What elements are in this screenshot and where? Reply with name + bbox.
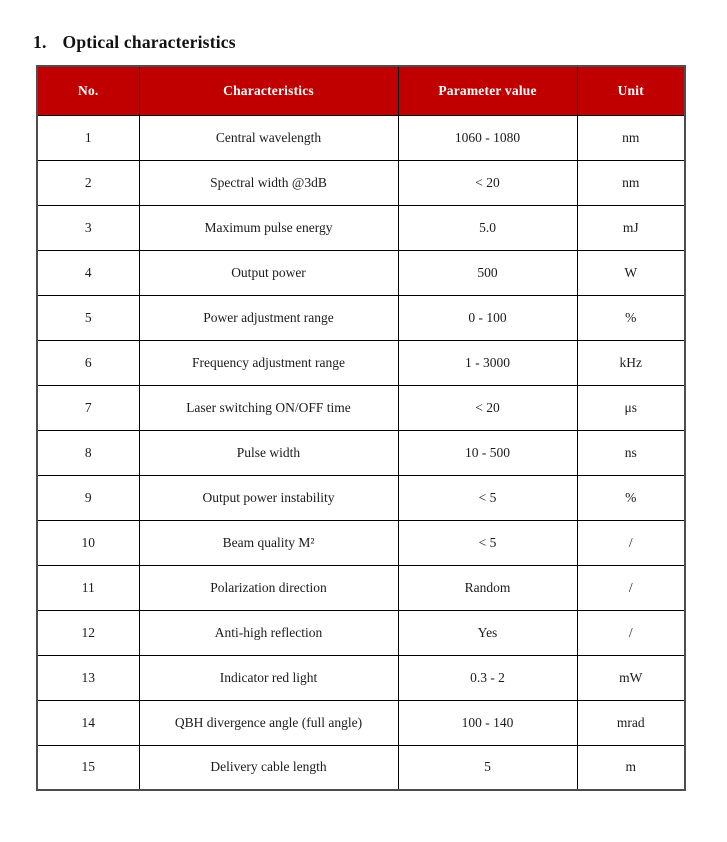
section-title xyxy=(33,32,236,53)
table-body xyxy=(37,115,685,790)
table-row xyxy=(37,205,685,250)
row-number-cell: 9 xyxy=(37,475,139,520)
table-row xyxy=(37,340,685,385)
table-header-row xyxy=(37,66,685,115)
characteristic-cell: QBH divergence angle (full angle) xyxy=(139,700,398,745)
characteristic-cell: Maximum pulse energy xyxy=(139,205,398,250)
table-row xyxy=(37,250,685,295)
row-number-cell: 13 xyxy=(37,655,139,700)
characteristic-cell: Laser switching ON/OFF time xyxy=(139,385,398,430)
parameter-value-cell: 500 xyxy=(398,250,577,295)
parameter-value-cell: 5.0 xyxy=(398,205,577,250)
unit-cell: mJ xyxy=(577,205,685,250)
unit-cell: % xyxy=(577,295,685,340)
parameter-value-cell: < 20 xyxy=(398,385,577,430)
characteristic-cell: Spectral width @3dB xyxy=(139,160,398,205)
unit-cell: / xyxy=(577,565,685,610)
table-row xyxy=(37,430,685,475)
unit-cell: W xyxy=(577,250,685,295)
unit-cell: μs xyxy=(577,385,685,430)
parameter-value-cell: Yes xyxy=(398,610,577,655)
row-number-cell: 8 xyxy=(37,430,139,475)
table-row xyxy=(37,520,685,565)
unit-cell: / xyxy=(577,610,685,655)
parameter-value-cell: < 5 xyxy=(398,520,577,565)
section-number: 1. xyxy=(33,32,47,52)
column-header-characteristics: Characteristics xyxy=(139,66,398,115)
row-number-cell: 12 xyxy=(37,610,139,655)
table-row xyxy=(37,160,685,205)
row-number-cell: 15 xyxy=(37,745,139,790)
row-number-cell: 2 xyxy=(37,160,139,205)
characteristic-cell: Central wavelength xyxy=(139,115,398,160)
characteristic-cell: Polarization direction xyxy=(139,565,398,610)
table-row xyxy=(37,745,685,790)
parameter-value-cell: 0 - 100 xyxy=(398,295,577,340)
section-title-text: Optical characteristics xyxy=(62,32,236,52)
characteristic-cell: Pulse width xyxy=(139,430,398,475)
characteristic-cell: Indicator red light xyxy=(139,655,398,700)
optical-characteristics-table xyxy=(36,65,686,791)
unit-cell: ns xyxy=(577,430,685,475)
unit-cell: nm xyxy=(577,160,685,205)
column-header-parameter-value: Parameter value xyxy=(398,66,577,115)
characteristic-cell: Output power instability xyxy=(139,475,398,520)
parameter-value-cell: Random xyxy=(398,565,577,610)
unit-cell: kHz xyxy=(577,340,685,385)
unit-cell: mrad xyxy=(577,700,685,745)
unit-cell: % xyxy=(577,475,685,520)
row-number-cell: 10 xyxy=(37,520,139,565)
table-row xyxy=(37,565,685,610)
column-header-unit: Unit xyxy=(577,66,685,115)
characteristic-cell: Power adjustment range xyxy=(139,295,398,340)
characteristic-cell: Anti-high reflection xyxy=(139,610,398,655)
characteristic-cell: Beam quality M² xyxy=(139,520,398,565)
row-number-cell: 5 xyxy=(37,295,139,340)
table-row xyxy=(37,700,685,745)
parameter-value-cell: < 5 xyxy=(398,475,577,520)
table-row xyxy=(37,295,685,340)
parameter-value-cell: 100 - 140 xyxy=(398,700,577,745)
table-row xyxy=(37,115,685,160)
unit-cell: nm xyxy=(577,115,685,160)
parameter-value-cell: < 20 xyxy=(398,160,577,205)
table-row xyxy=(37,385,685,430)
table-row xyxy=(37,655,685,700)
table-row xyxy=(37,475,685,520)
row-number-cell: 6 xyxy=(37,340,139,385)
row-number-cell: 7 xyxy=(37,385,139,430)
row-number-cell: 14 xyxy=(37,700,139,745)
unit-cell: / xyxy=(577,520,685,565)
row-number-cell: 3 xyxy=(37,205,139,250)
table-row xyxy=(37,610,685,655)
parameter-value-cell: 0.3 - 2 xyxy=(398,655,577,700)
parameter-value-cell: 10 - 500 xyxy=(398,430,577,475)
parameter-value-cell: 1 - 3000 xyxy=(398,340,577,385)
row-number-cell: 1 xyxy=(37,115,139,160)
column-header-no: No. xyxy=(37,66,139,115)
row-number-cell: 11 xyxy=(37,565,139,610)
characteristic-cell: Output power xyxy=(139,250,398,295)
parameter-value-cell: 1060 - 1080 xyxy=(398,115,577,160)
parameter-value-cell: 5 xyxy=(398,745,577,790)
unit-cell: m xyxy=(577,745,685,790)
unit-cell: mW xyxy=(577,655,685,700)
characteristic-cell: Frequency adjustment range xyxy=(139,340,398,385)
row-number-cell: 4 xyxy=(37,250,139,295)
characteristic-cell: Delivery cable length xyxy=(139,745,398,790)
